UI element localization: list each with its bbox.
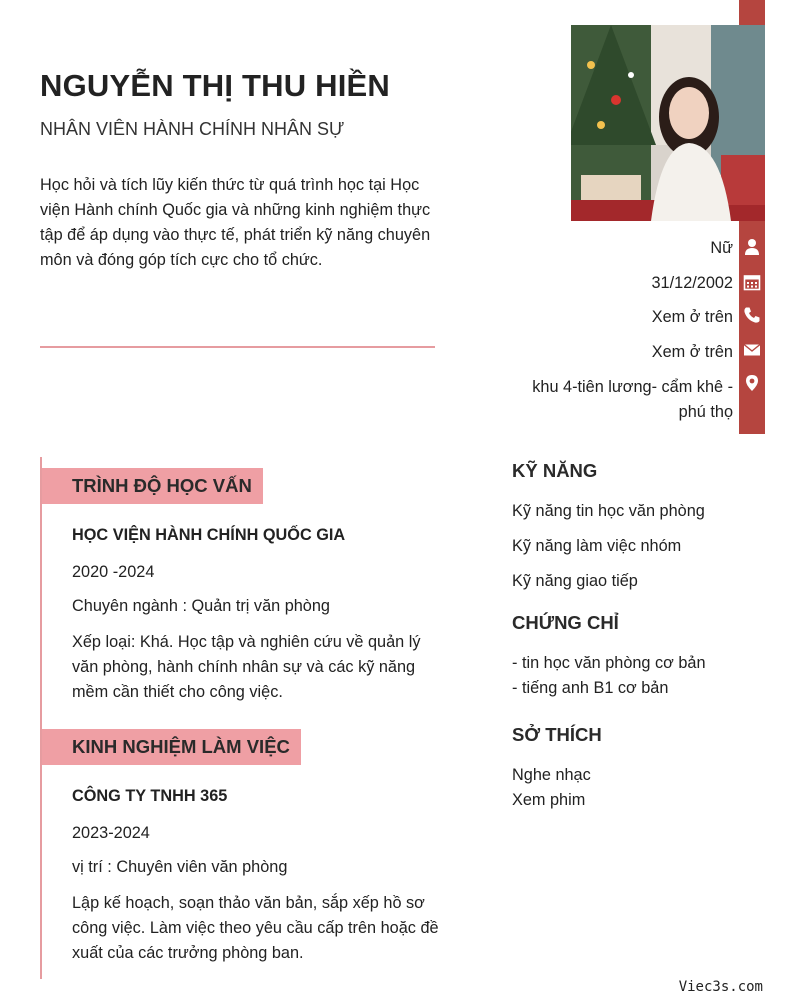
profile-photo <box>571 25 765 221</box>
location-pin-icon <box>743 374 761 392</box>
hobbies-heading: SỞ THÍCH <box>512 724 602 745</box>
list-item: Kỹ năng làm việc nhóm <box>512 537 682 555</box>
candidate-name: NGUYỄN THỊ THU HIỀN <box>40 68 390 103</box>
experience-period: 2023-2024 <box>72 824 150 842</box>
list-item: - tiếng anh B1 cơ bản <box>512 679 669 697</box>
contact-phone: Xem ở trên <box>651 308 733 326</box>
timeline-line <box>40 457 42 979</box>
envelope-icon <box>743 341 761 359</box>
education-heading: TRÌNH ĐỘ HỌC VẤN <box>42 468 263 504</box>
skills-heading: KỸ NĂNG <box>512 460 598 481</box>
experience-position: vị trí : Chuyên viên văn phòng <box>72 858 288 876</box>
calendar-icon <box>743 273 761 291</box>
job-title: NHÂN VIÊN HÀNH CHÍNH NHÂN SỰ <box>40 119 345 139</box>
contact-email: Xem ở trên <box>651 343 733 361</box>
experience-company: CÔNG TY TNHH 365 <box>72 787 228 805</box>
list-item: Kỹ năng giao tiếp <box>512 572 638 590</box>
education-period: 2020 -2024 <box>72 563 155 581</box>
certificates-heading: CHỨNG CHỈ <box>512 612 619 633</box>
education-major: Chuyên ngành : Quản trị văn phòng <box>72 597 330 615</box>
list-item: Nghe nhạc <box>512 766 591 784</box>
header-divider <box>40 346 435 348</box>
experience-heading: KINH NGHIỆM LÀM VIỆC <box>42 729 301 765</box>
user-icon <box>743 238 761 256</box>
list-item: - tin học văn phòng cơ bản <box>512 654 706 672</box>
contact-gender: Nữ <box>710 239 733 257</box>
contact-address: khu 4-tiên lương- cẩm khê - phú thọ <box>532 378 733 421</box>
contact-birthday: 31/12/2002 <box>651 274 733 292</box>
education-school: HỌC VIỆN HÀNH CHÍNH QUỐC GIA <box>72 526 346 544</box>
career-objective: Học hỏi và tích lũy kiến thức từ quá trình học tại Học viện Hành chính Quốc gia và những kinh nghiệm thực tập để áp dụng vào thực tế, phát triển kỹ năng chuyên môn và đóng góp tích cực cho tổ chức. <box>40 176 431 269</box>
list-item: Xem phim <box>512 791 586 809</box>
experience-description: Lập kế hoạch, soạn thảo văn bản, sắp xếp hồ sơ công việc. Làm việc theo yêu cầu cấp trên hoặc đề xuất của các trưởng phòng ban. <box>72 894 439 962</box>
education-description: Xếp loại: Khá. Học tập và nghiên cứu về quản lý văn phòng, hành chính nhân sự và các kỹ năng mềm cần thiết cho công việc. <box>72 633 421 701</box>
footer-brand: Viec3s.com <box>678 979 763 995</box>
list-item: Kỹ năng tin học văn phòng <box>512 502 705 520</box>
phone-icon <box>743 306 761 324</box>
